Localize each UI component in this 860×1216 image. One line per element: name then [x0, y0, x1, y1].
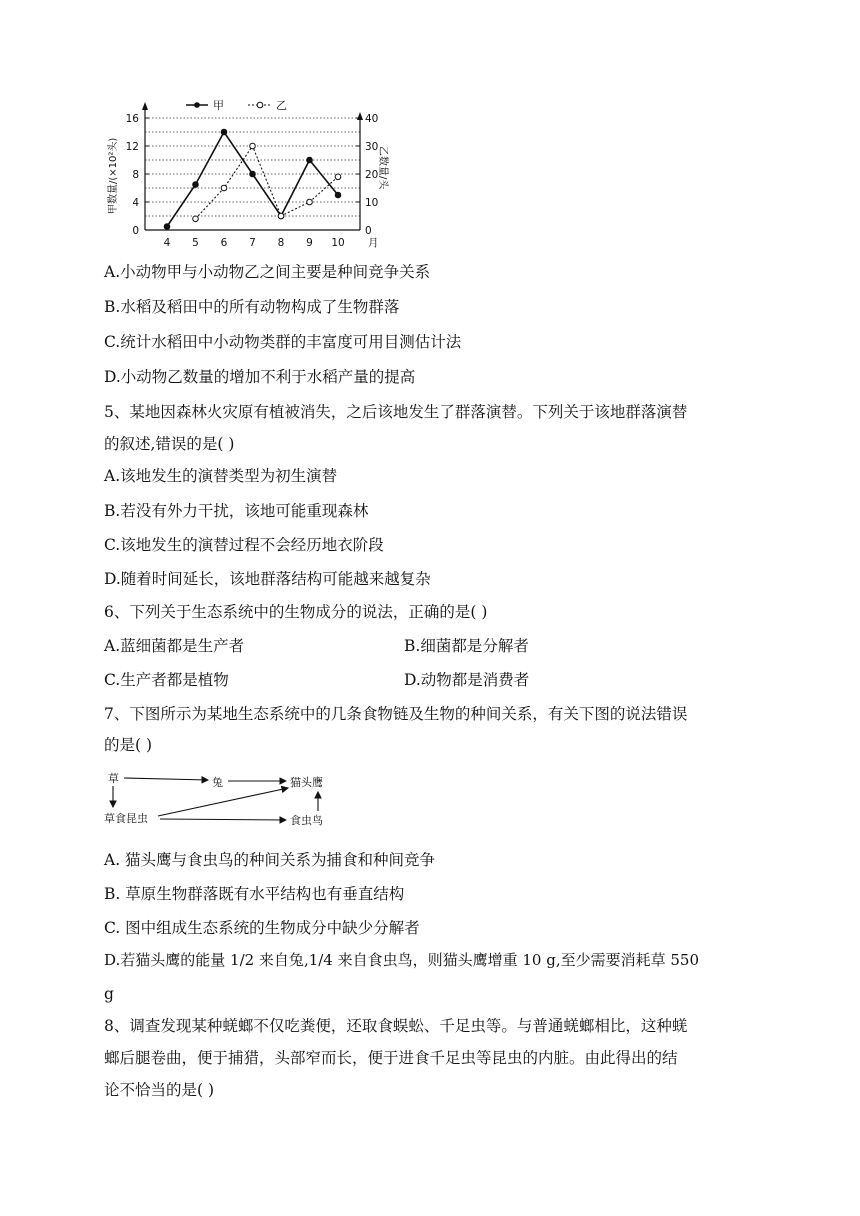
legend-yi: 乙 [276, 99, 287, 112]
chart-legend [186, 99, 287, 112]
chart-series [164, 129, 341, 229]
node-owl: 猫头鹰 [290, 776, 323, 789]
q7-option-d-line1: D.若猫头鹰的能量 1/2 来自兔,1/4 来自食虫鸟，则猫头鹰增重 10 g,至少需要消耗草 550 [104, 951, 700, 969]
q8-stem-line2: 螂后腿卷曲，便于捕猎，头部窄而长，便于进食千足虫等昆虫的内脏。由此得出的结 [104, 1049, 678, 1067]
q4-option-b: B.水稻及稻田中的所有动物构成了生物群落 [104, 298, 400, 316]
y-axis-left-label: 甲数量/(×10²头) [108, 137, 119, 214]
q8-stem-line3: 论不恰当的是( ) [104, 1081, 215, 1099]
data-point-yi [250, 143, 256, 149]
q6-option-b: B.细菌都是分解者 [404, 637, 529, 655]
arrow-grass-rabbit [124, 778, 208, 780]
q7-option-b: B. 草原生物群落既有水平结构也有垂直结构 [104, 885, 405, 903]
q5-option-c: C.该地发生的演替过程不会经历地衣阶段 [104, 536, 384, 554]
q8-stem-line1: 8、调查发现某种蜣螂不仅吃粪便，还取食蜈蚣、千足虫等。与普通蜣螂相比，这种蜣 [104, 1017, 688, 1035]
q4-option-d: D.小动物乙数量的增加不利于水稻产量的提高 [104, 368, 416, 386]
y-left-tick-label: 0 [132, 225, 139, 237]
q5-stem-line2: 的叙述,错误的是( ) [104, 435, 235, 453]
x-tick-label: 6 [220, 237, 228, 249]
y-left-tick-label: 4 [132, 197, 139, 209]
q4-option-c: C.统计水稻田中小动物类群的丰富度可用目测估计法 [104, 333, 462, 351]
x-tick-label: 9 [306, 237, 313, 249]
x-axis-label: 月 [368, 237, 379, 249]
data-point-yi [278, 213, 284, 219]
node-rabbit: 兔 [212, 776, 223, 789]
q5-stem-line1: 5、某地因森林火灾原有植被消失，之后该地发生了群落演替。下列关于该地群落演替 [104, 403, 688, 421]
chart-ticks [126, 113, 379, 249]
q4-option-a: A.小动物甲与小动物乙之间主要是种间竞争关系 [104, 263, 431, 281]
data-point-yi [221, 185, 227, 191]
q6-option-c: C.生产者都是植物 [104, 671, 229, 689]
data-point-yi [335, 174, 341, 180]
y-left-tick-label: 16 [125, 113, 139, 125]
q6-option-a: A.蓝细菌都是生产者 [104, 637, 245, 655]
chart-axes [142, 102, 363, 230]
x-tick-label: 10 [331, 237, 345, 249]
y-left-tick-label: 12 [125, 141, 139, 153]
chart-gridlines [145, 118, 360, 216]
data-point-jia [250, 171, 256, 177]
q7-option-c: C. 图中组成生态系统的生物成分中缺少分解者 [104, 919, 420, 937]
y-right-tick-label: 0 [365, 225, 372, 237]
food-web-diagram [100, 764, 360, 830]
y-right-tick-label: 40 [365, 113, 379, 125]
arrow-insect-owl [158, 788, 288, 816]
data-point-jia [307, 157, 313, 163]
q5-option-a: A.该地发生的演替类型为初生演替 [104, 467, 338, 485]
q7-stem-line1: 7、下图所示为某地生态系统中的几条食物链及生物的种间关系，有关下图的说法错误 [104, 705, 688, 723]
y-axis-right-label: 乙数量/头 [377, 146, 388, 190]
q7-option-a: A. 猫头鹰与食虫鸟的种间关系为捕食和种间竞争 [104, 851, 436, 869]
node-insectivorous-bird: 食虫鸟 [290, 814, 323, 827]
y-left-tick-label: 8 [132, 169, 139, 181]
legend-jia: 甲 [213, 99, 224, 112]
y-right-tick-label: 20 [365, 169, 379, 181]
q7-stem-line2: 的是( ) [104, 736, 153, 754]
y-right-tick-label: 30 [365, 141, 379, 153]
q5-option-b: B.若没有外力干扰，该地可能重现森林 [104, 502, 369, 520]
data-point-yi [307, 199, 313, 205]
x-tick-label: 4 [163, 237, 171, 249]
x-tick-label: 7 [249, 237, 256, 249]
data-point-jia [335, 192, 341, 198]
population-line-chart [100, 96, 400, 256]
q6-stem: 6、下列关于生态系统中的生物成分的说法，正确的是( ) [104, 603, 488, 621]
y-right-tick-label: 10 [365, 197, 379, 209]
node-herbivorous-insect: 草食昆虫 [104, 812, 148, 825]
x-tick-label: 8 [277, 237, 285, 249]
data-point-jia [193, 182, 199, 188]
data-point-jia [164, 224, 170, 230]
q6-option-d: D.动物都是消费者 [404, 671, 530, 689]
q7-option-d-line2: g [104, 985, 114, 1003]
node-grass: 草 [108, 772, 119, 785]
series-line-yi [196, 146, 339, 219]
q5-option-d: D.随着时间延长，该地群落结构可能越来越复杂 [104, 570, 431, 588]
x-tick-label: 5 [192, 237, 199, 249]
data-point-jia [221, 129, 227, 135]
arrow-insect-bird [160, 819, 286, 820]
data-point-yi [193, 216, 199, 222]
